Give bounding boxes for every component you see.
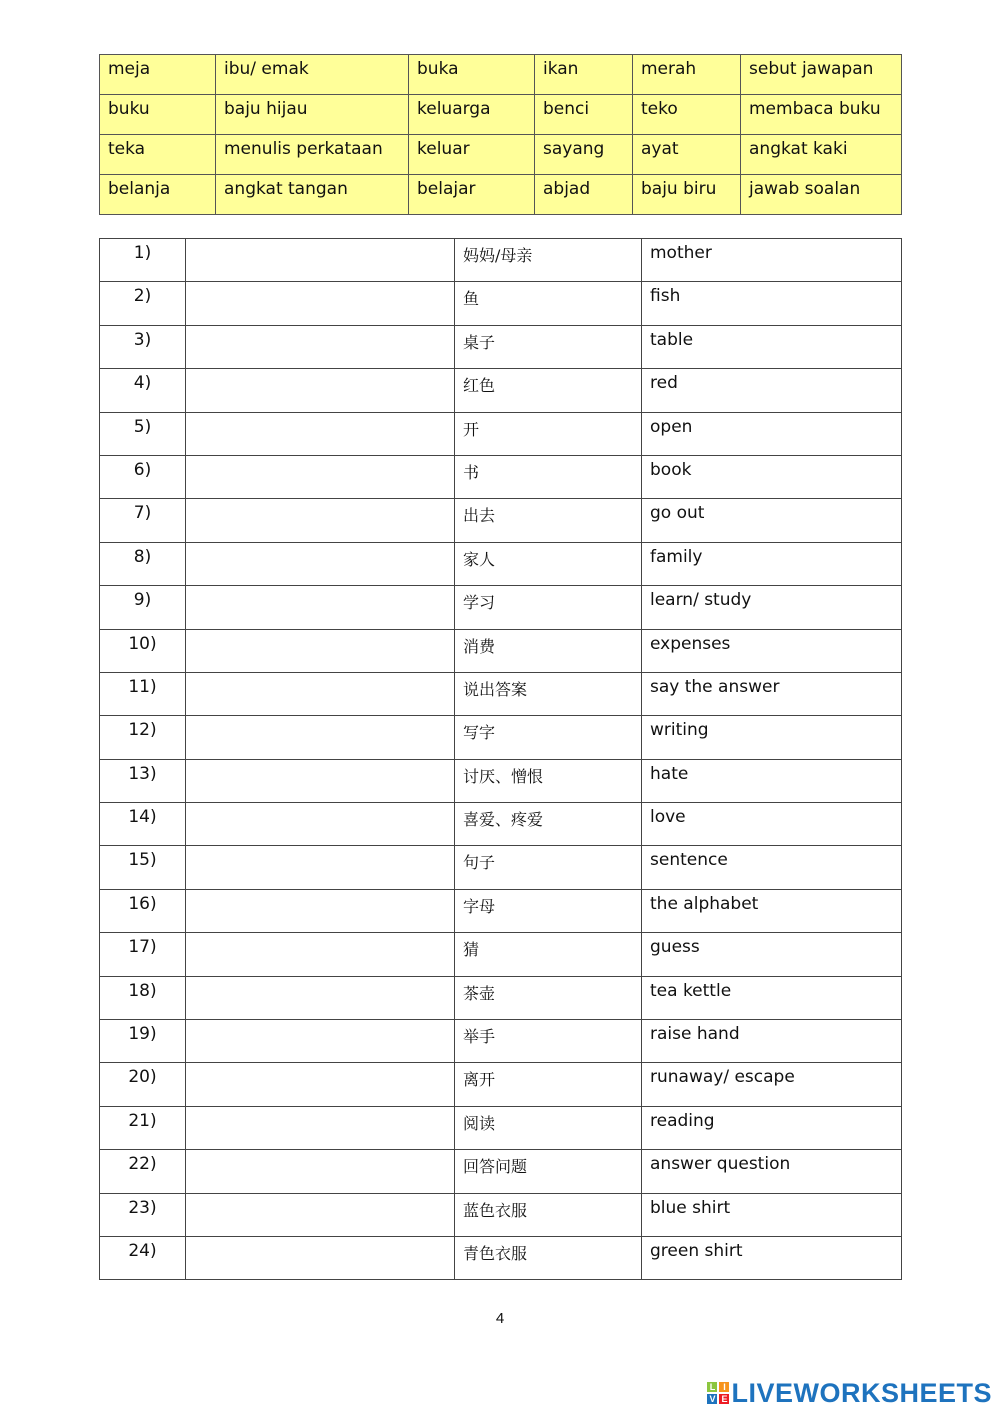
chinese-word: 鱼	[455, 282, 642, 325]
word-bank-word: buku	[100, 95, 216, 135]
english-word: red	[642, 369, 902, 412]
answer-cell	[186, 1063, 455, 1106]
word-bank-word: merah	[633, 55, 741, 95]
answer-input[interactable]	[194, 243, 450, 279]
english-word: open	[642, 412, 902, 455]
word-bank-word: keluarga	[409, 95, 535, 135]
table-row	[100, 933, 902, 976]
chinese-word: 出去	[455, 499, 642, 542]
word-bank-word: ikan	[535, 55, 633, 95]
row-number: 5)	[100, 412, 186, 455]
row-number: 4)	[100, 369, 186, 412]
chinese-word: 猜	[455, 933, 642, 976]
answer-cell	[186, 889, 455, 932]
logo-letter: I	[719, 1382, 729, 1392]
answer-cell	[186, 759, 455, 802]
answer-input[interactable]	[194, 286, 450, 322]
answer-cell	[186, 325, 455, 368]
row-number: 18)	[100, 976, 186, 1019]
word-bank-row	[100, 95, 902, 135]
english-word: reading	[642, 1106, 902, 1149]
answer-cell	[186, 499, 455, 542]
table-row	[100, 1063, 902, 1106]
answer-cell	[186, 672, 455, 715]
table-row	[100, 542, 902, 585]
table-row	[100, 455, 902, 498]
english-word: answer question	[642, 1150, 902, 1193]
logo-letter: L	[707, 1382, 717, 1392]
table-row	[100, 369, 902, 412]
row-number: 9)	[100, 586, 186, 629]
chinese-word: 桌子	[455, 325, 642, 368]
live-logo-mark-icon	[707, 1382, 729, 1404]
chinese-word: 字母	[455, 889, 642, 932]
word-bank-row	[100, 135, 902, 175]
chinese-word: 讨厌、憎恨	[455, 759, 642, 802]
row-number: 10)	[100, 629, 186, 672]
row-number: 12)	[100, 716, 186, 759]
english-word: runaway/ escape	[642, 1063, 902, 1106]
english-word: expenses	[642, 629, 902, 672]
answer-input[interactable]	[194, 894, 450, 930]
row-number: 19)	[100, 1020, 186, 1063]
word-bank-word: belanja	[100, 175, 216, 215]
answer-input[interactable]	[194, 417, 450, 453]
row-number: 2)	[100, 282, 186, 325]
answer-input[interactable]	[194, 460, 450, 496]
word-bank-word: baju hijau	[216, 95, 409, 135]
english-word: go out	[642, 499, 902, 542]
table-row	[100, 1150, 902, 1193]
word-bank-word: angkat kaki	[741, 135, 902, 175]
english-word: fish	[642, 282, 902, 325]
chinese-word: 青色衣服	[455, 1236, 642, 1279]
answer-input[interactable]	[194, 677, 450, 713]
chinese-word: 书	[455, 455, 642, 498]
chinese-word: 阅读	[455, 1106, 642, 1149]
english-word: raise hand	[642, 1020, 902, 1063]
word-bank-word: belajar	[409, 175, 535, 215]
english-word: sentence	[642, 846, 902, 889]
chinese-word: 消费	[455, 629, 642, 672]
word-bank-row	[100, 175, 902, 215]
table-row	[100, 239, 902, 282]
chinese-word: 家人	[455, 542, 642, 585]
row-number: 20)	[100, 1063, 186, 1106]
row-number: 8)	[100, 542, 186, 585]
table-row	[100, 325, 902, 368]
table-row	[100, 629, 902, 672]
table-row	[100, 282, 902, 325]
word-bank-word: buka	[409, 55, 535, 95]
english-word: learn/ study	[642, 586, 902, 629]
table-row	[100, 1020, 902, 1063]
answer-cell	[186, 586, 455, 629]
table-row	[100, 803, 902, 846]
english-word: love	[642, 803, 902, 846]
answer-input[interactable]	[194, 1198, 450, 1234]
answer-cell	[186, 629, 455, 672]
word-bank-table	[99, 54, 902, 215]
answer-input[interactable]	[194, 1241, 450, 1277]
row-number: 15)	[100, 846, 186, 889]
answer-table	[99, 238, 902, 1280]
page-number: 4	[495, 1310, 505, 1327]
answer-input[interactable]	[194, 503, 450, 539]
table-row	[100, 976, 902, 1019]
answer-input[interactable]	[194, 807, 450, 843]
answer-input[interactable]	[194, 547, 450, 583]
answer-input[interactable]	[194, 981, 450, 1017]
english-word: the alphabet	[642, 889, 902, 932]
chinese-word: 学习	[455, 586, 642, 629]
table-row	[100, 499, 902, 542]
answer-input[interactable]	[194, 1154, 450, 1190]
word-bank-word: menulis perkataan	[216, 135, 409, 175]
word-bank-word: sayang	[535, 135, 633, 175]
logo-letter: V	[709, 1394, 716, 1404]
english-word: writing	[642, 716, 902, 759]
answer-input[interactable]	[194, 373, 450, 409]
row-number: 22)	[100, 1150, 186, 1193]
word-bank-word: teka	[100, 135, 216, 175]
answer-cell	[186, 1150, 455, 1193]
row-number: 23)	[100, 1193, 186, 1236]
word-bank-word: membaca buku	[741, 95, 902, 135]
table-row	[100, 1236, 902, 1279]
table-row	[100, 1106, 902, 1149]
answer-cell	[186, 1193, 455, 1236]
table-row	[100, 759, 902, 802]
english-word: family	[642, 542, 902, 585]
word-bank-word: ibu/ emak	[216, 55, 409, 95]
answer-cell	[186, 239, 455, 282]
answer-input[interactable]	[194, 590, 450, 626]
answer-cell	[186, 846, 455, 889]
answer-cell	[186, 976, 455, 1019]
word-bank-word: sebut jawapan	[741, 55, 902, 95]
row-number: 24)	[100, 1236, 186, 1279]
chinese-word: 离开	[455, 1063, 642, 1106]
row-number: 13)	[100, 759, 186, 802]
liveworksheets-logo[interactable]	[707, 1376, 992, 1410]
chinese-word: 开	[455, 412, 642, 455]
answer-cell	[186, 933, 455, 976]
answer-cell	[186, 1020, 455, 1063]
word-bank-word: angkat tangan	[216, 175, 409, 215]
english-word: table	[642, 325, 902, 368]
brand-name: LIVEWORKSHEETS	[731, 1377, 992, 1408]
chinese-word: 茶壶	[455, 976, 642, 1019]
word-bank-word: keluar	[409, 135, 535, 175]
english-word: guess	[642, 933, 902, 976]
row-number: 1)	[100, 239, 186, 282]
word-bank-word: baju biru	[633, 175, 741, 215]
table-row	[100, 586, 902, 629]
english-word: hate	[642, 759, 902, 802]
answer-input[interactable]	[194, 937, 450, 973]
chinese-word: 举手	[455, 1020, 642, 1063]
row-number: 11)	[100, 672, 186, 715]
english-word: book	[642, 455, 902, 498]
word-bank-word: abjad	[535, 175, 633, 215]
answer-cell	[186, 1106, 455, 1149]
word-bank-word: ayat	[633, 135, 741, 175]
answer-cell	[186, 412, 455, 455]
chinese-word: 喜爱、疼爱	[455, 803, 642, 846]
row-number: 17)	[100, 933, 186, 976]
answer-cell	[186, 282, 455, 325]
answer-input[interactable]	[194, 1067, 450, 1103]
answer-input[interactable]	[194, 1111, 450, 1147]
answer-cell	[186, 542, 455, 585]
word-bank-word: jawab soalan	[741, 175, 902, 215]
table-row	[100, 412, 902, 455]
english-word: mother	[642, 239, 902, 282]
answer-cell	[186, 455, 455, 498]
answer-input[interactable]	[194, 850, 450, 886]
english-word: blue shirt	[642, 1193, 902, 1236]
table-row	[100, 716, 902, 759]
answer-input[interactable]	[194, 1024, 450, 1060]
chinese-word: 蓝色衣服	[455, 1193, 642, 1236]
answer-cell	[186, 1236, 455, 1279]
english-word: green shirt	[642, 1236, 902, 1279]
english-word: say the answer	[642, 672, 902, 715]
row-number: 3)	[100, 325, 186, 368]
row-number: 14)	[100, 803, 186, 846]
table-row	[100, 889, 902, 932]
answer-input[interactable]	[194, 634, 450, 670]
answer-cell	[186, 803, 455, 846]
chinese-word: 说出答案	[455, 672, 642, 715]
row-number: 16)	[100, 889, 186, 932]
answer-input[interactable]	[194, 330, 450, 366]
word-bank-row	[100, 55, 902, 95]
answer-input[interactable]	[194, 764, 450, 800]
logo-letter: E	[721, 1394, 728, 1404]
row-number: 7)	[100, 499, 186, 542]
word-bank-word: benci	[535, 95, 633, 135]
chinese-word: 句子	[455, 846, 642, 889]
chinese-word: 写字	[455, 716, 642, 759]
answer-cell	[186, 369, 455, 412]
chinese-word: 红色	[455, 369, 642, 412]
word-bank-word: meja	[100, 55, 216, 95]
table-row	[100, 846, 902, 889]
answer-input[interactable]	[194, 720, 450, 756]
table-row	[100, 1193, 902, 1236]
row-number: 6)	[100, 455, 186, 498]
chinese-word: 回答问题	[455, 1150, 642, 1193]
row-number: 21)	[100, 1106, 186, 1149]
answer-cell	[186, 716, 455, 759]
chinese-word: 妈妈/母亲	[455, 239, 642, 282]
table-row	[100, 672, 902, 715]
english-word: tea kettle	[642, 976, 902, 1019]
word-bank-word: teko	[633, 95, 741, 135]
